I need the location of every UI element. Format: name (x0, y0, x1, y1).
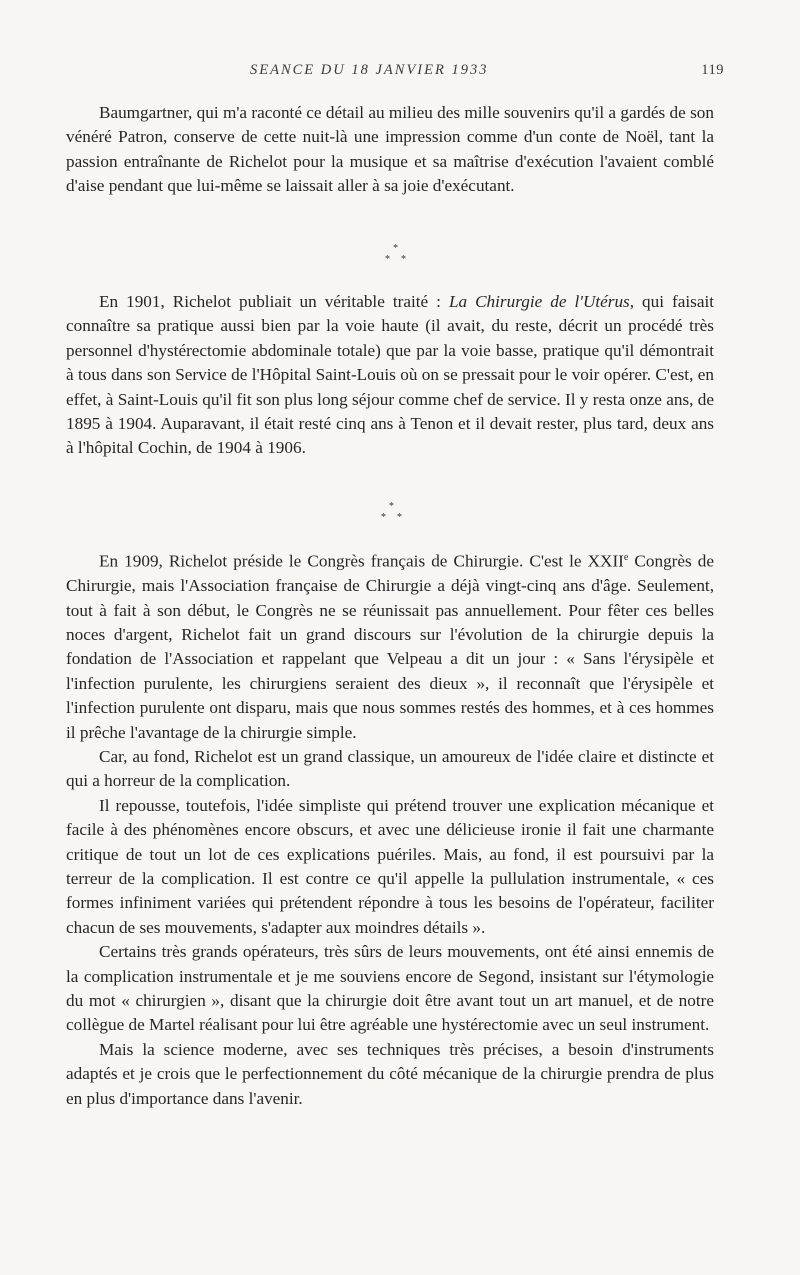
paragraph-2-start: En 1901, Richelot publiait un véritable traité : (99, 292, 449, 311)
book-title: La Chirurgie de l'Utérus (448, 292, 630, 311)
text-block-2 (66, 290, 714, 461)
text-block-1 (66, 101, 714, 199)
paragraph-7: Mais la science moderne, avec ses techniques très précises, a besoin d'instruments adaptés et je crois que le perfectionnement du côté mécanique de la chirurgie prendra de plus en plus d'importance dans l'avenir. (66, 1039, 714, 1108)
asterism-star: * (385, 254, 390, 265)
asterism-star: * (397, 512, 402, 523)
paragraph-6: Certains très grands opérateurs, très sûrs de leurs mouvements, ont été ainsi ennemis de la complication instrumentale et je me souviens encore de Segond, insistant sur l'étymologie du mot « chirurgien », disant que la chirurgie doit être avant tout un art manuel, et de notre collègue de Martel réalisant pour lui être agréable une hystérectomie avec un seul instrument. (66, 942, 714, 1035)
paragraph-3-end: Congrès de Chirurgie, mais l'Association française de Chirurgie a déjà vingt-cinq ans d'âge. Seulement, tout à fait à son début, le Congrès ne se réunissait pas annuellement. Pour fêter ces belles noces d'argent, Richelot fait un grand discours sur l'évolution de la chirurgie depuis la fondation de l'Association et rappelant que Velpeau a dit un jour : « Sans l'érysipèle et l'infection purulente, les chirurgiens seraient des dieux », il reconnaît que l'érysipèle et l'infection purulente ont disparu, mais que nous sommes restés des hommes, et à ces hommes il prêche l'avantage de la chirurgie simple. (66, 551, 714, 742)
paragraph-2 (66, 290, 714, 461)
ordinal-superscript: e (623, 552, 629, 563)
paragraph-3-start: En 1909, Richelot préside le Congrès français de Chirurgie. C'est le XXII (99, 551, 624, 571)
asterism-star: * (389, 501, 394, 512)
paragraph-1: Baumgartner, qui m'a raconté ce détail au milieu des mille souvenirs qu'il a gardés de son vénéré Patron, conserve de cette nuit-là une impression comme d'un conte de Noël, tant la passion entraînante de Richelot pour la musique et sa maîtrise d'exécution l'avaient comblé d'aise pendant que lui-même se laissait aller à sa joie d'exécutant. (66, 103, 714, 196)
paragraph-2-end: , qui faisait connaître sa pratique aussi bien par la voie haute (il avait, du reste, décrit un procédé très personnel d'hystérectomie abdominale totale) que par la voie basse, pratique qu'il démontrait à tous dans son Service de l'Hôpital Saint-Louis où on se pressait pour le voir opérer. C'est, en effet, à Saint-Louis qu'il fit son plus long séjour comme chef de service. Il y resta onze ans, de 1895 à 1904. Auparavant, il était resté cinq ans à Tenon et il devait rester, plus tard, deux ans à l'hôpital Cochin, de 1904 à 1906. (66, 292, 714, 458)
running-title: SEANCE DU 18 JANVIER 1933 (250, 62, 489, 78)
running-head (250, 62, 724, 82)
paragraph-3 (66, 546, 714, 745)
asterism-star: * (381, 512, 386, 523)
asterism-star: * (393, 243, 398, 254)
asterism-1 (381, 243, 411, 267)
asterism-star: * (401, 254, 406, 265)
text-block-3 (66, 546, 714, 1111)
asterism-2 (377, 501, 407, 525)
page-number: 119 (701, 62, 724, 78)
paragraph-5: Il repousse, toutefois, l'idée simpliste qui prétend trouver une explication mécanique et facile à des phénomènes encore obscurs, et avec une délicieuse ironie il fait une charmante critique de tout un lot de ces explications puériles. Mais, au fond, il est poursuivi par la terreur de la complication. Il est contre ce qu'il appelle la pullulation instrumentale, « ces formes infiniment variées qui prétendent répondre à tous les besoins de l'opérateur, faciliter chacun de ses mouvements, s'adapter aux moindres détails ». (66, 795, 714, 937)
paragraph-4: Car, au fond, Richelot est un grand classique, un amoureux de l'idée claire et distincte et qui a horreur de la complication. (66, 746, 714, 791)
